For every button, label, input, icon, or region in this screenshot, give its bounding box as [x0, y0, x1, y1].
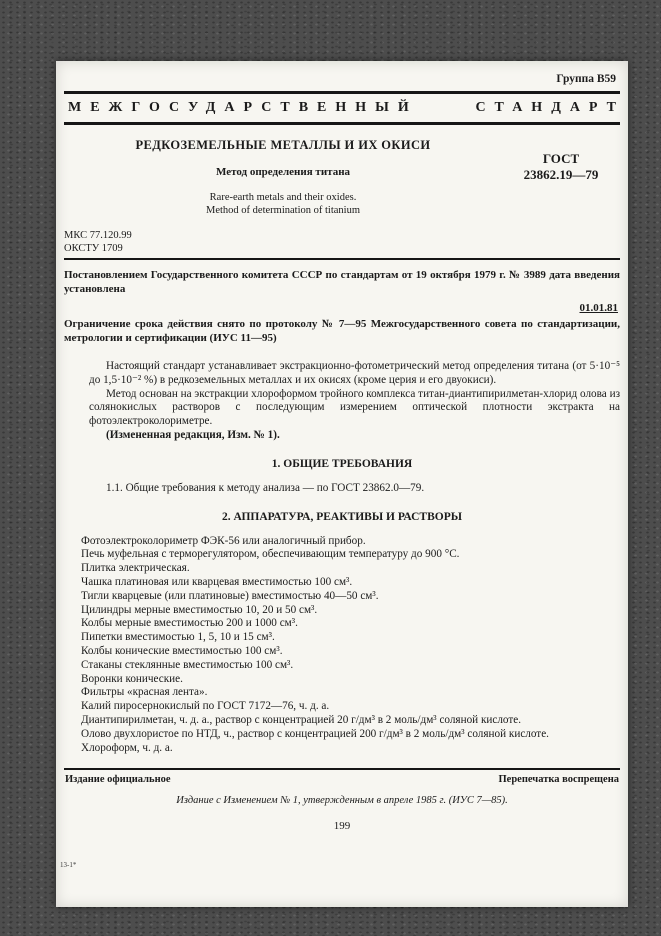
title-en-line-2: Method of determination of titanium: [206, 205, 360, 216]
document-title: РЕДКОЗЕМЕЛЬНЫЕ МЕТАЛЛЫ И ИХ ОКИСИ: [135, 138, 431, 152]
equipment-reagents-list: [64, 535, 620, 756]
footer-notices: [64, 774, 620, 785]
gost-designation: [502, 138, 620, 217]
intro-amendment-note: (Измененная редакция, Изм. № 1).: [106, 428, 280, 441]
equipment-item: Плитка электрическая.: [81, 562, 190, 575]
printer-signature-mark: 13-1*: [60, 861, 77, 869]
official-edition-label: Издание официальное: [65, 773, 171, 785]
standard-banner: [64, 91, 625, 125]
classification-codes: [64, 230, 620, 255]
document-title-english: [68, 191, 498, 217]
equipment-item: Фильтры «красная лента».: [81, 686, 208, 699]
title-block: [64, 138, 620, 217]
title-column: [64, 138, 502, 217]
banner-word-mezhgosudarstvenny: МЕЖГОСУДАРСТВЕННЫЙ: [68, 100, 418, 115]
group-label: Группа В59: [556, 73, 616, 85]
equipment-item: Диантипирилметан, ч. д. а., раствор с концентрацией 20 г/дм³ в 2 моль/дм³ соляной кислоте.: [81, 713, 522, 726]
limitation-paragraph: Ограничение срока действия снято по протоколу № 7—95 Межгосударственного совета по стандартизации, метрологии и сертификации (ИУС 11—95): [64, 318, 620, 344]
clause-1-1: 1.1. Общие требования к методу анализа — по ГОСТ 23862.0—79.: [106, 481, 425, 494]
equipment-item: Колбы конические вместимостью 100 см³.: [81, 644, 283, 657]
intro-paragraph-2: Метод основан на экстракции хлороформом тройного комплекса титан-диантипирилметан-хлорид олова из солянокислых растворов с последующим измерением оптической плотности экстракта на фотоэлектроколориметре.: [89, 387, 620, 428]
section-1-heading: 1. ОБЩИЕ ТРЕБОВАНИЯ: [271, 457, 413, 470]
reprint-prohibited-label: Перепечатка воспрещена: [498, 773, 619, 785]
gost-number: 23862.19—79: [523, 167, 599, 182]
equipment-item: Пипетки вместимостью 1, 5, 10 и 15 см³.: [81, 631, 275, 644]
section-2-heading: 2. АППАРАТУРА, РЕАКТИВЫ И РАСТВОРЫ: [221, 510, 463, 523]
equipment-item: Воронки конические.: [81, 672, 183, 685]
okstu-code: ОКСТУ 1709: [64, 242, 123, 254]
mks-code: МКС 77.120.99: [64, 230, 132, 241]
equipment-item: Чашка платиновая или кварцевая вместимостью 100 см³.: [81, 575, 353, 588]
gost-label: ГОСТ: [542, 151, 580, 166]
decree-paragraph: Постановлением Государственного комитета СССР по стандартам от 19 октября 1979 г. № 3989 дата введения установлена: [64, 269, 620, 295]
intro-paragraph-1: Настоящий стандарт устанавливает экстракционно-фотометрический метод определения титана (от 5·10⁻⁵ до 1,5·10⁻² %) в редкоземельных металлах и их окисях (кроме церия и его двуокиси).: [89, 360, 620, 386]
banner-word-standart: СТАНДАРТ: [475, 100, 625, 115]
footer-divider: [64, 768, 620, 770]
equipment-item: Печь муфельная с терморегулятором, обеспечивающим температуру до 900 °С.: [81, 548, 460, 561]
equipment-item: Калий пиросернокислый по ГОСТ 7172—76, ч. д. а.: [81, 700, 330, 713]
page-number: 199: [333, 819, 351, 832]
equipment-item: Цилиндры мерные вместимостью 10, 20 и 50 см³.: [81, 603, 318, 616]
title-en-line-1: Rare-earth metals and their oxides.: [209, 192, 357, 203]
equipment-item: Стаканы стеклянные вместимостью 100 см³.: [81, 658, 294, 671]
introduction: [64, 360, 620, 443]
document-page: [56, 61, 628, 907]
equipment-item: Олово двухлористое по НТД, ч., раствор с концентрацией 200 г/дм³ в 2 моль/дм³ соляной кислоте.: [81, 727, 549, 740]
equipment-item: Хлороформ, ч. д. а.: [81, 741, 173, 754]
equipment-item: Фотоэлектроколориметр ФЭК-56 или аналогичный прибор.: [81, 534, 366, 547]
equipment-item: Тигли кварцевые (или платиновые) вместимостью 40—50 см³.: [81, 589, 379, 602]
document-subtitle: Метод определения титана: [215, 166, 351, 178]
header-divider: [64, 258, 620, 260]
effective-date: 01.01.81: [579, 302, 618, 314]
equipment-item: Колбы мерные вместимостью 200 и 1000 см³.: [81, 617, 298, 630]
edition-note: Издание с Изменением № 1, утвержденным в апреле 1985 г. (ИУС 7—85).: [176, 794, 508, 806]
